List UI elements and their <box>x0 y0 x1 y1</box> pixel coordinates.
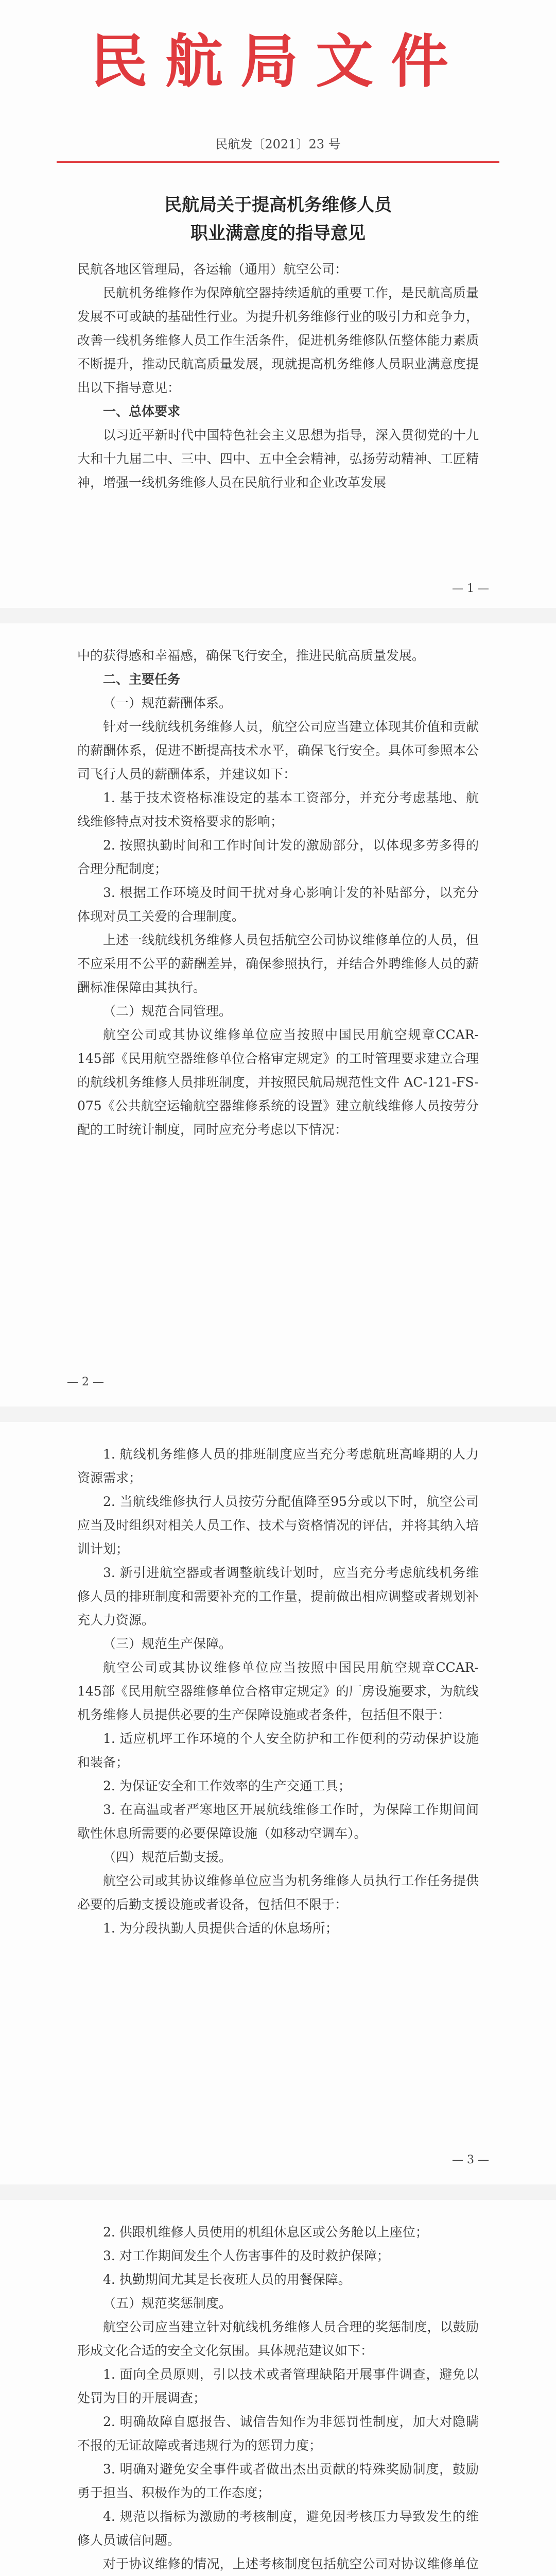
page-4-body <box>77 2221 479 2576</box>
paragraph: 上述一线航线机务维修人员包括航空公司协议维修单位的人员，但不应采用不公平的薪酬差异，确保参照执行，并结合外聘维修人员的薪酬标准保障由其执行。 <box>77 933 479 995</box>
paragraph: 3. 明确对避免安全事件或者做出杰出贡献的特殊奖励制度，鼓励勇于担当、积极作为的工作态度； <box>77 2462 479 2500</box>
document-number: 民航发〔2021〕23 号 <box>215 137 341 151</box>
document-title-line-2: 职业满意度的指导意见 <box>190 223 366 244</box>
page-number: — 3 — <box>452 2154 489 2166</box>
page-number: — 1 — <box>452 582 489 595</box>
paragraph: 以习近平新时代中国特色社会主义思想为指导，深入贯彻党的十九大和十九届二中、三中、四中、五中全会精神，弘扬劳动精神、工匠精神，增强一线机务维修人员在民航行业和企业改革发展 <box>77 428 479 490</box>
page-1-body <box>77 258 479 495</box>
page-2 <box>0 623 556 1406</box>
paragraph: 针对一线航线机务维修人员，航空公司应当建立体现其价值和贡献的薪酬体系，促进不断提高技术水平，确保飞行安全。具体可参照本公司飞行人员的薪酬体系，并建议如下： <box>77 719 479 782</box>
page-number: — 2 — <box>67 1376 104 1388</box>
paragraph: 1. 为分段执勤人员提供合适的休息场所； <box>103 1921 338 1936</box>
document-header-title: 民航局文件 <box>90 28 466 95</box>
page-3 <box>0 1422 556 2184</box>
paragraph: 3. 根据工作环境及时间干扰对身心影响计发的补贴部分，以充分体现对员工关爱的合理制度。 <box>77 885 479 924</box>
paragraph: 2. 供跟机维修人员使用的机组休息区或公务舱以上座位； <box>103 2225 428 2240</box>
paragraph: （四）规范后勤支援。 <box>103 1850 232 1865</box>
page-1 <box>0 0 556 608</box>
paragraph: （一）规范薪酬体系。 <box>103 696 232 710</box>
red-divider-line <box>57 161 499 163</box>
page-2-body <box>77 644 479 1142</box>
paragraph: 3. 新引进航空器或者调整航线计划时，应当充分考虑航线机务维修人员的排班制度和需要补充的工作量，提前做出相应调整或者规划补充人力资源。 <box>77 1565 479 1628</box>
section-heading: 二、主要任务 <box>103 672 181 687</box>
paragraph: 1. 航线机务维修人员的排班制度应当充分考虑航班高峰期的人力资源需求； <box>77 1447 479 1485</box>
paragraph: 4. 执勤期间尤其是长夜班人员的用餐保障。 <box>103 2272 351 2287</box>
paragraph: 民航各地区管理局，各运输（通用）航空公司： <box>77 262 348 277</box>
paragraph: （三）规范生产保障。 <box>103 1636 232 1651</box>
paragraph: 1. 基于技术资格标准设定的基本工资部分，并充分考虑基地、航线维修特点对技术资格要求的影响； <box>77 790 479 829</box>
page-4 <box>0 2200 556 2576</box>
paragraph: 航空公司或其协议维修单位应当为机务维修人员执行工作任务提供必要的后勤支援设施或者设备，包括但不限于： <box>77 1873 479 1912</box>
paragraph: 航空公司应当建立针对航线机务维修人员合理的奖惩制度，以鼓励形成文化合适的安全文化氛围。具体规范建议如下： <box>77 2319 479 2358</box>
paragraph: 3. 在高温或者严寒地区开展航线维修工作时，为保障工作期间间歇性休息所需要的必要保障设施（如移动空调车）。 <box>77 1802 479 1841</box>
paragraph: 1. 适应机坪工作环境的个人安全防护和工作便利的劳动保护设施和装备； <box>77 1731 479 1770</box>
paragraph: 4. 规范以指标为激励的考核制度，避免因考核压力导致发生的维修人员诚信问题。 <box>77 2509 479 2548</box>
paragraph: 2. 明确故障自愿报告、诚信告知作为非惩罚性制度，加大对隐瞒不报的无证故障或者违规行为的惩罚力度； <box>77 2414 479 2453</box>
paragraph: （五）规范奖惩制度。 <box>103 2296 232 2311</box>
page-3-body <box>77 1443 479 1940</box>
paragraph: 3. 对工作期间发生个人伤害事件的及时救护保障； <box>103 2248 390 2263</box>
document-title-line-1: 民航局关于提高机务维修人员 <box>164 195 392 215</box>
paragraph: 航空公司或其协议维修单位应当按照中国民用航空规章CCAR-145部《民用航空器维修单位合格审定规定》的工时管理要求建立合理的航线机务维修人员排班制度，并按照民航局规范性文件 AC-121-FS-075《公共航空运输航空器维修系统的设置》建立航线维修人员按劳分配的工时统计制度，同时应充分考虑以下情况： <box>77 1027 479 1137</box>
paragraph: 民航机务维修作为保障航空器持续适航的重要工作，是民航高质量发展不可或缺的基础性行业。为提升机务维修行业的吸引力和竞争力，改善一线机务维修人员工作生活条件，促进机务维修队伍整体能力素质不断提升，推动民航高质量发展，现就提高机务维修人员职业满意度提出以下指导意见： <box>77 285 479 395</box>
paragraph: 2. 为保证安全和工作效率的生产交通工具； <box>103 1778 351 1793</box>
paragraph: 航空公司或其协议维修单位应当按照中国民用航空规章CCAR-145部《民用航空器维修单位合格审定规定》的厂房设施要求，为航线机务维修人员提供必要的生产保障设施或者条件，包括但不限于： <box>77 1660 479 1722</box>
paragraph: 1. 面向全员原则，引以技术或者管理缺陷开展事件调查，避免以处罚为目的开展调查； <box>77 2367 479 2405</box>
section-heading: 一、总体要求 <box>103 404 181 419</box>
paragraph: 2. 按照执勤时间和工作时间计发的激励部分，以体现多劳多得的合理分配制度； <box>77 838 479 876</box>
paragraph: 中的获得感和幸福感，确保飞行安全，推进民航高质量发展。 <box>77 648 425 663</box>
paragraph: 对于协议维修的情况，上述考核制度包括航空公司对协议维修单位 <box>103 2556 479 2571</box>
paragraph: （二）规范合同管理。 <box>103 1004 232 1019</box>
paragraph: 2. 当航线维修执行人员按劳分配值降至95分或以下时，航空公司应当及时组织对相关人员工作、技术与资格情况的评估，并将其纳入培训计划； <box>77 1494 479 1556</box>
